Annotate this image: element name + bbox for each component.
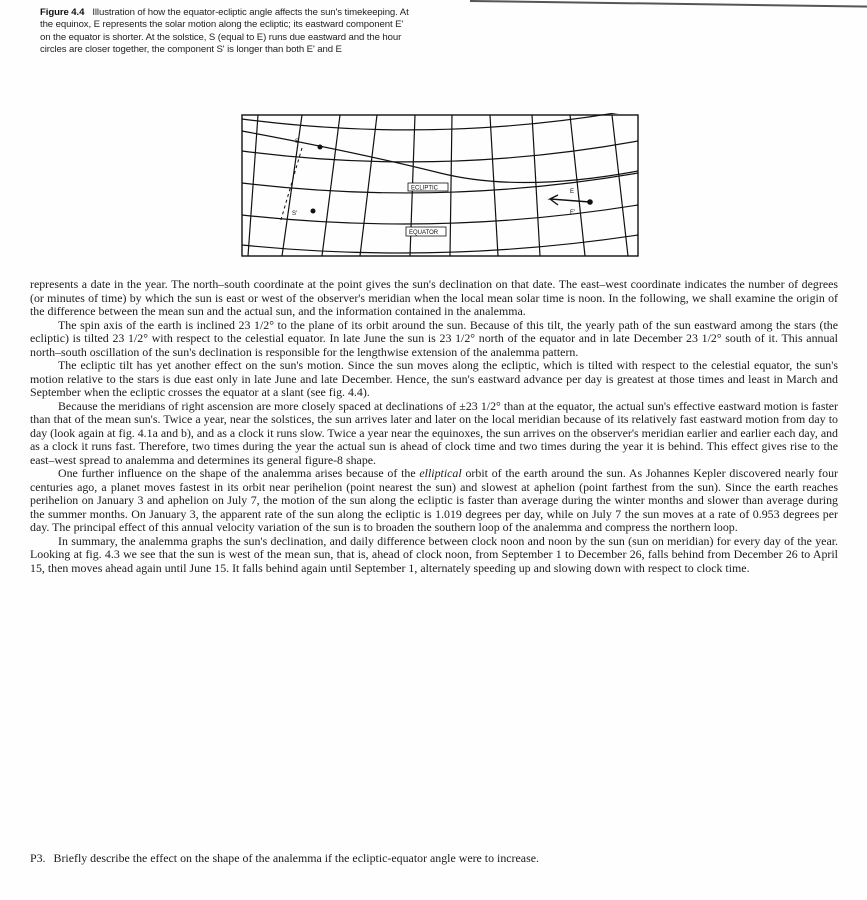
paragraph <box>30 467 838 535</box>
hour-circle-line <box>612 115 628 256</box>
declination-line <box>242 205 638 224</box>
solstice-point <box>318 145 323 150</box>
problem-text: Briefly describe the effect on the shape of the analemma if the ecliptic-equator angle were to increase. <box>53 851 539 865</box>
label-e-prime: E' <box>570 210 576 216</box>
paragraph-text: Because the meridians of right ascension are more closely spaced at declinations of ±23 1/2° than at the equator, the actual sun's effective eastward motion is faster than that of the mean sun's. Twice a year, near the solstices, the sun arrives later and later on the local meridian because of its relatively fast eastward motion from day to day (look again at fig. 4.1a and b), and as a clock it runs slow. Twice a year near the equinoxes, the sun arrives on the observer's meridian earlier and earlier each day, and as a clock it runs fast. Therefore, two times during the year the actual sun is ahead of clock time and two times during the year it is behind. This effect gives rise to the east–west spread to analemma and determines its general figure-8 shape. <box>30 398 838 467</box>
label-e: E <box>570 189 575 195</box>
problem-p3 <box>30 852 838 866</box>
declination-line <box>242 235 638 253</box>
celestial-grid-svg <box>240 113 640 258</box>
problem-number: P3. <box>30 851 46 865</box>
ecliptic-line <box>242 131 638 183</box>
declination-line <box>242 141 638 162</box>
paragraph-text: The ecliptic tilt has yet another effect on the sun's motion. Since the sun moves along the ecliptic, which is tilted with respect to the celestial equator, the sun's motion relative to the stars is due east only in late June and late December. Hence, the sun's eastward advance per day is greatest at those times and least in March and September when the ecliptic crosses the equator at a slant (see fig. 4.4). <box>30 358 838 399</box>
figure-label: Figure 4.4 <box>40 7 85 18</box>
hour-circle-line <box>450 115 452 256</box>
label-equator: EQUATOR <box>409 230 439 236</box>
figure-4-4-diagram <box>240 113 640 258</box>
paragraph <box>30 319 838 360</box>
hour-circle-line <box>570 115 585 256</box>
hour-circle-line <box>360 115 377 256</box>
emphasis-text: elliptical <box>419 466 462 480</box>
paragraph <box>30 400 838 468</box>
hour-circle-line <box>248 115 258 256</box>
hour-circle-line <box>532 115 540 256</box>
e-vector-arrow <box>550 195 590 205</box>
label-ecliptic: ECLIPTIC <box>411 185 439 192</box>
hour-circle-line <box>490 115 498 256</box>
figure-caption <box>40 7 410 57</box>
solstice-dashed-line <box>280 148 302 223</box>
paragraph-text: One further influence on the shape of the analemma arises because of the <box>58 466 420 480</box>
paragraph-text: represents a date in the year. The north–south coordinate at the point gives the sun's declination on that date. The east–west coordinate indicates the number of degrees (or minutes of time) by which the sun is east or west of the observer's meridian when the local mean solar time is noon. In the following, we shall examine the origin of the difference between the mean sun and the actual sun, and the information contained in the analemma. <box>30 277 838 318</box>
caption-text: Illustration of how the equator-ecliptic angle affects the sun's timekeeping. At the equinox, E represents the solar motion along the ecliptic; its eastward component E' on the equator is shorter. At the solstice, S (equal to E) runs due eastward and the hour circles are closer together, the component S' is longer than both E' and E <box>40 7 409 56</box>
paragraph <box>30 278 838 319</box>
header-rule <box>470 0 867 8</box>
paragraph-text: orbit of the earth around the sun. As Johannes Kepler discovered nearly four centuries ago, a planet moves fastest in its orbit near perihelion (point nearest the sun) and slowest at aphelion (point farthest from the sun). Since the earth reaches perihelion on January 3 and aphelion on July 7, the motion of the sun along the ecliptic is faster than average during the winter months and slower than average during the summer months. On January 3, the apparent rate of the sun along the ecliptic is 1.019 degrees per day, while on July 7 the sun moves at a rate of 0.953 degrees per day. The principal effect of this annual velocity variation of the sun is to broaden the southern loop of the analemma and compress the northern loop. <box>30 466 838 534</box>
paragraph-text: The spin axis of the earth is inclined 23 1/2° to the plane of its orbit around the sun. Because of this tilt, the yearly path of the sun eastward among the stars (the ecliptic) is tilted 23 1/2° with respect to the celestial equator. In late June the sun is 23 1/2° north of the equator and in late December 23 1/2° south of it. This annual north–south oscillation of the sun's declination is responsible for the lengthwise extension of the analemma pattern. <box>30 317 838 359</box>
solstice-equator-point <box>311 209 316 214</box>
paragraph <box>30 535 838 576</box>
paragraph-text: In summary, the analemma graphs the sun's declination, and daily difference between clock noon and noon by the sun (sun on meridian) for every day of the year. Looking at fig. 4.3 we see that the sun is west of the mean sun, that is, ahead of clock noon, from September 1 to December 26, falls behind from December 26 to April 15, then moves ahead again until June 15. It falls behind again until September 1, alternately speeding up and slowing down with respect to clock time. <box>30 533 838 575</box>
body-text <box>30 278 838 575</box>
label-s-prime: S' <box>292 211 298 217</box>
label-s: S <box>295 139 300 145</box>
paragraph <box>30 359 838 400</box>
hour-circle-line <box>282 115 302 256</box>
hour-circle-line <box>322 115 340 256</box>
